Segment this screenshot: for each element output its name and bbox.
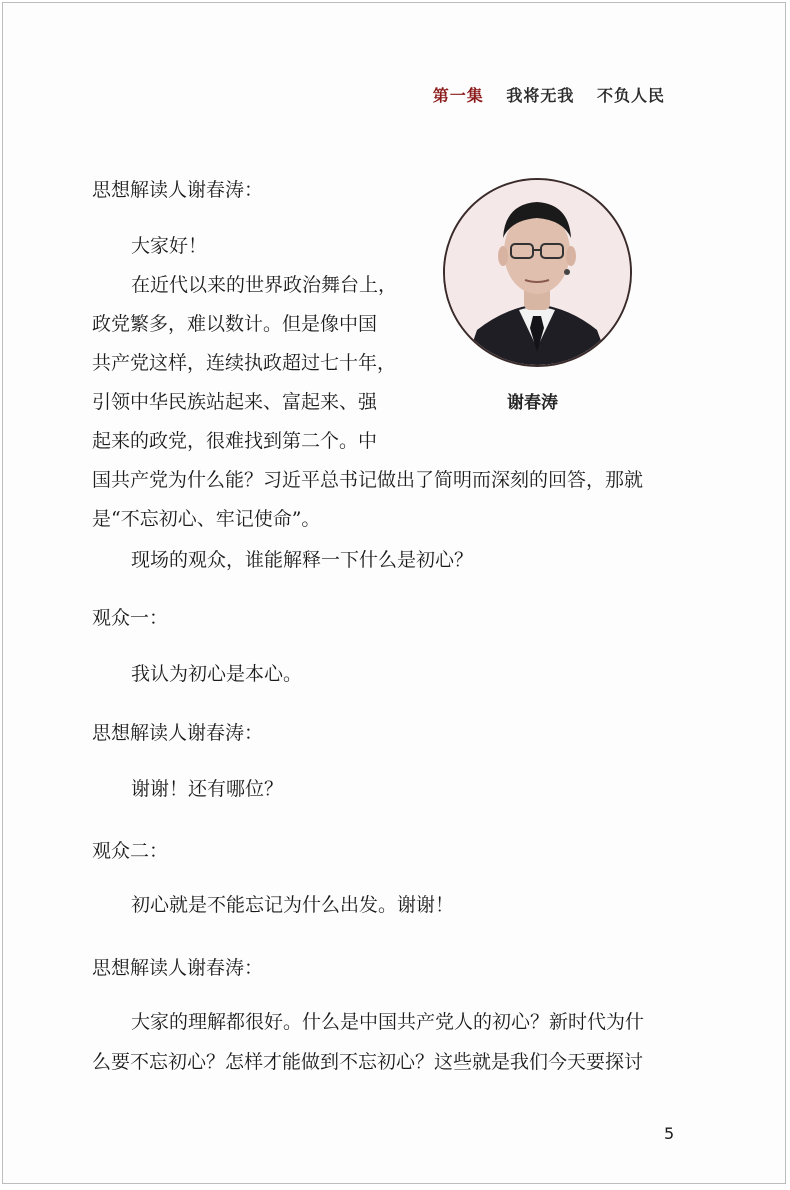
paragraph-line: 我认为初心是本心。 xyxy=(131,663,303,685)
running-header xyxy=(433,83,665,106)
paragraph-line: 政党繁多，难以数计。但是像中国 xyxy=(92,313,378,335)
portrait-caption: 谢春涛 xyxy=(507,393,558,413)
speaker-label: 观众二： xyxy=(92,840,169,862)
paragraph-line: 是“不忘初心、牢记使命”。 xyxy=(92,508,321,530)
speaker-label: 观众一： xyxy=(92,607,169,629)
page-number: 5 xyxy=(664,1124,675,1143)
paragraph-line: 国共产党为什么能？习近平总书记做出了简明而深刻的回答，那就 xyxy=(92,469,644,491)
chapter-label: 第一集 xyxy=(432,86,484,105)
paragraph-line: 么要不忘初心？怎样才能做到不忘初心？这些就是我们今天要探讨 xyxy=(92,1051,644,1073)
paragraph-line: 起来的政党，很难找到第二个。中 xyxy=(92,430,378,452)
paragraph-line: 共产党这样，连续执政超过七十年， xyxy=(92,352,397,374)
chapter-title-part-2: 不负人民 xyxy=(596,86,665,105)
paragraph-line: 在近代以来的世界政治舞台上， xyxy=(131,274,398,296)
speaker-label: 思想解读人谢春涛： xyxy=(92,722,264,744)
book-page xyxy=(2,2,786,1184)
speaker-label: 思想解读人谢春涛： xyxy=(92,179,264,201)
paragraph-line: 现场的观众，谁能解释一下什么是初心？ xyxy=(131,549,474,571)
paragraph-line: 大家的理解都很好。什么是中国共产党人的初心？新时代为什 xyxy=(131,1011,645,1033)
portrait-illustration xyxy=(445,180,630,365)
speaker-label: 思想解读人谢春涛： xyxy=(92,957,264,979)
chapter-title-part-1: 我将无我 xyxy=(506,86,575,105)
paragraph-line: 引领中华民族站起来、富起来、强 xyxy=(92,391,378,413)
paragraph-line: 大家好！ xyxy=(131,235,208,257)
paragraph-line: 初心就是不能忘记为什么出发。谢谢！ xyxy=(131,894,455,916)
speaker-portrait xyxy=(443,178,632,367)
paragraph-line: 谢谢！还有哪位？ xyxy=(131,778,284,800)
